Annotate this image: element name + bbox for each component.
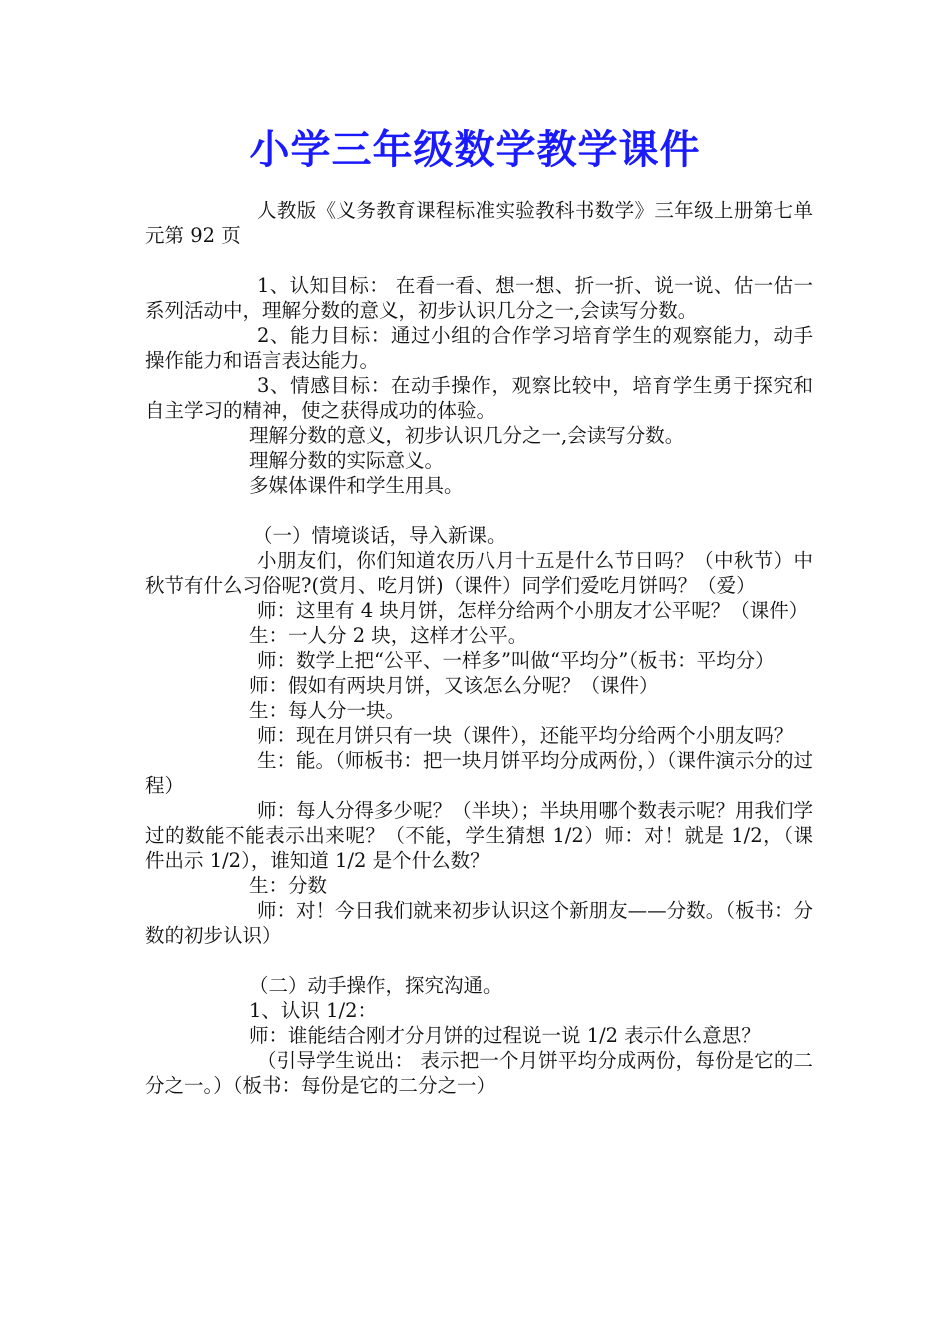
goal-ability: 2、能力目标：通过小组的合作学习培育学生的观察能力，动手操作能力和语言表达能力。 bbox=[145, 324, 813, 372]
key-point: 理解分数的意义，初步认识几分之一,会读写分数。 bbox=[249, 424, 685, 447]
subsection-heading: 1、认识 1/2： bbox=[249, 999, 377, 1022]
dialogue-paragraph: 生：能。（师板书：把一块月饼平均分成两份，）（课件演示分的过程） bbox=[145, 749, 813, 797]
dialogue-paragraph: 师：对！今日我们就来初步认识这个新朋友——分数。（板书：分数的初步认识） bbox=[145, 899, 813, 947]
dialogue-paragraph: 师：假如有两块月饼，又该怎么分呢？（课件） bbox=[249, 674, 659, 697]
document-body bbox=[145, 198, 813, 1098]
goal-emotion: 3、情感目标：在动手操作，观察比较中，培育学生勇于探究和自主学习的精神，使之获得成功的体验。 bbox=[145, 374, 813, 422]
paragraph-gap bbox=[145, 948, 813, 973]
paragraph-gap bbox=[145, 498, 813, 523]
dialogue-paragraph: 生：每人分一块。 bbox=[249, 699, 406, 722]
source-paragraph: 人教版《义务教育课程标准实验教科书数学》三年级上册第七单元第 92 页 bbox=[145, 199, 813, 247]
difficulty: 理解分数的实际意义。 bbox=[249, 449, 445, 472]
section-heading-2: （二）动手操作，探究沟通。 bbox=[249, 974, 503, 997]
goal-cognitive: 1、认知目标： 在看一看、想一想、折一折、说一说、估一估一系列活动中，理解分数的意义，初步认识几分之一,会读写分数。 bbox=[145, 274, 813, 322]
dialogue-paragraph: 师：现在月饼只有一块（课件），还能平均分给两个小朋友吗？ bbox=[257, 724, 794, 747]
dialogue-paragraph: 小朋友们，你们知道农历八月十五是什么节日吗？（中秋节）中秋节有什么习俗呢?(赏月、吃月饼)（课件）同学们爱吃月饼吗？（爱） bbox=[145, 549, 813, 597]
dialogue-paragraph: 师：数学上把“公平、一样多”叫做“平均分”（板书：平均分） bbox=[257, 649, 775, 672]
section-heading-1: （一）情境谈话，导入新课。 bbox=[253, 524, 507, 547]
dialogue-paragraph: 师：每人分得多少呢？（半块）；半块用哪个数表示呢？用我们学过的数能不能表示出来呢？（不能，学生猜想 1/2）师：对！就是 1/2，（课件出示 1/2），谁知道 1/2 是个什么数？ bbox=[145, 799, 813, 872]
paragraph-gap bbox=[145, 248, 813, 273]
dialogue-paragraph: （引导学生说出： 表示把一个月饼平均分成两份，每份是它的二分之一。）（板书：每份是它的二分之一） bbox=[145, 1049, 813, 1097]
materials: 多媒体课件和学生用具。 bbox=[249, 474, 464, 497]
dialogue-paragraph: 生：分数 bbox=[249, 874, 328, 897]
dialogue-paragraph: 师：谁能结合刚才分月饼的过程说一说 1/2 表示什么意思？ bbox=[249, 1024, 761, 1047]
dialogue-paragraph: 师：这里有 4 块月饼，怎样分给两个小朋友才公平呢？（课件） bbox=[257, 599, 809, 622]
document-title: 小学三年级数学教学课件 bbox=[249, 127, 701, 173]
dialogue-paragraph: 生：一人分 2 块，这样才公平。 bbox=[249, 624, 528, 647]
